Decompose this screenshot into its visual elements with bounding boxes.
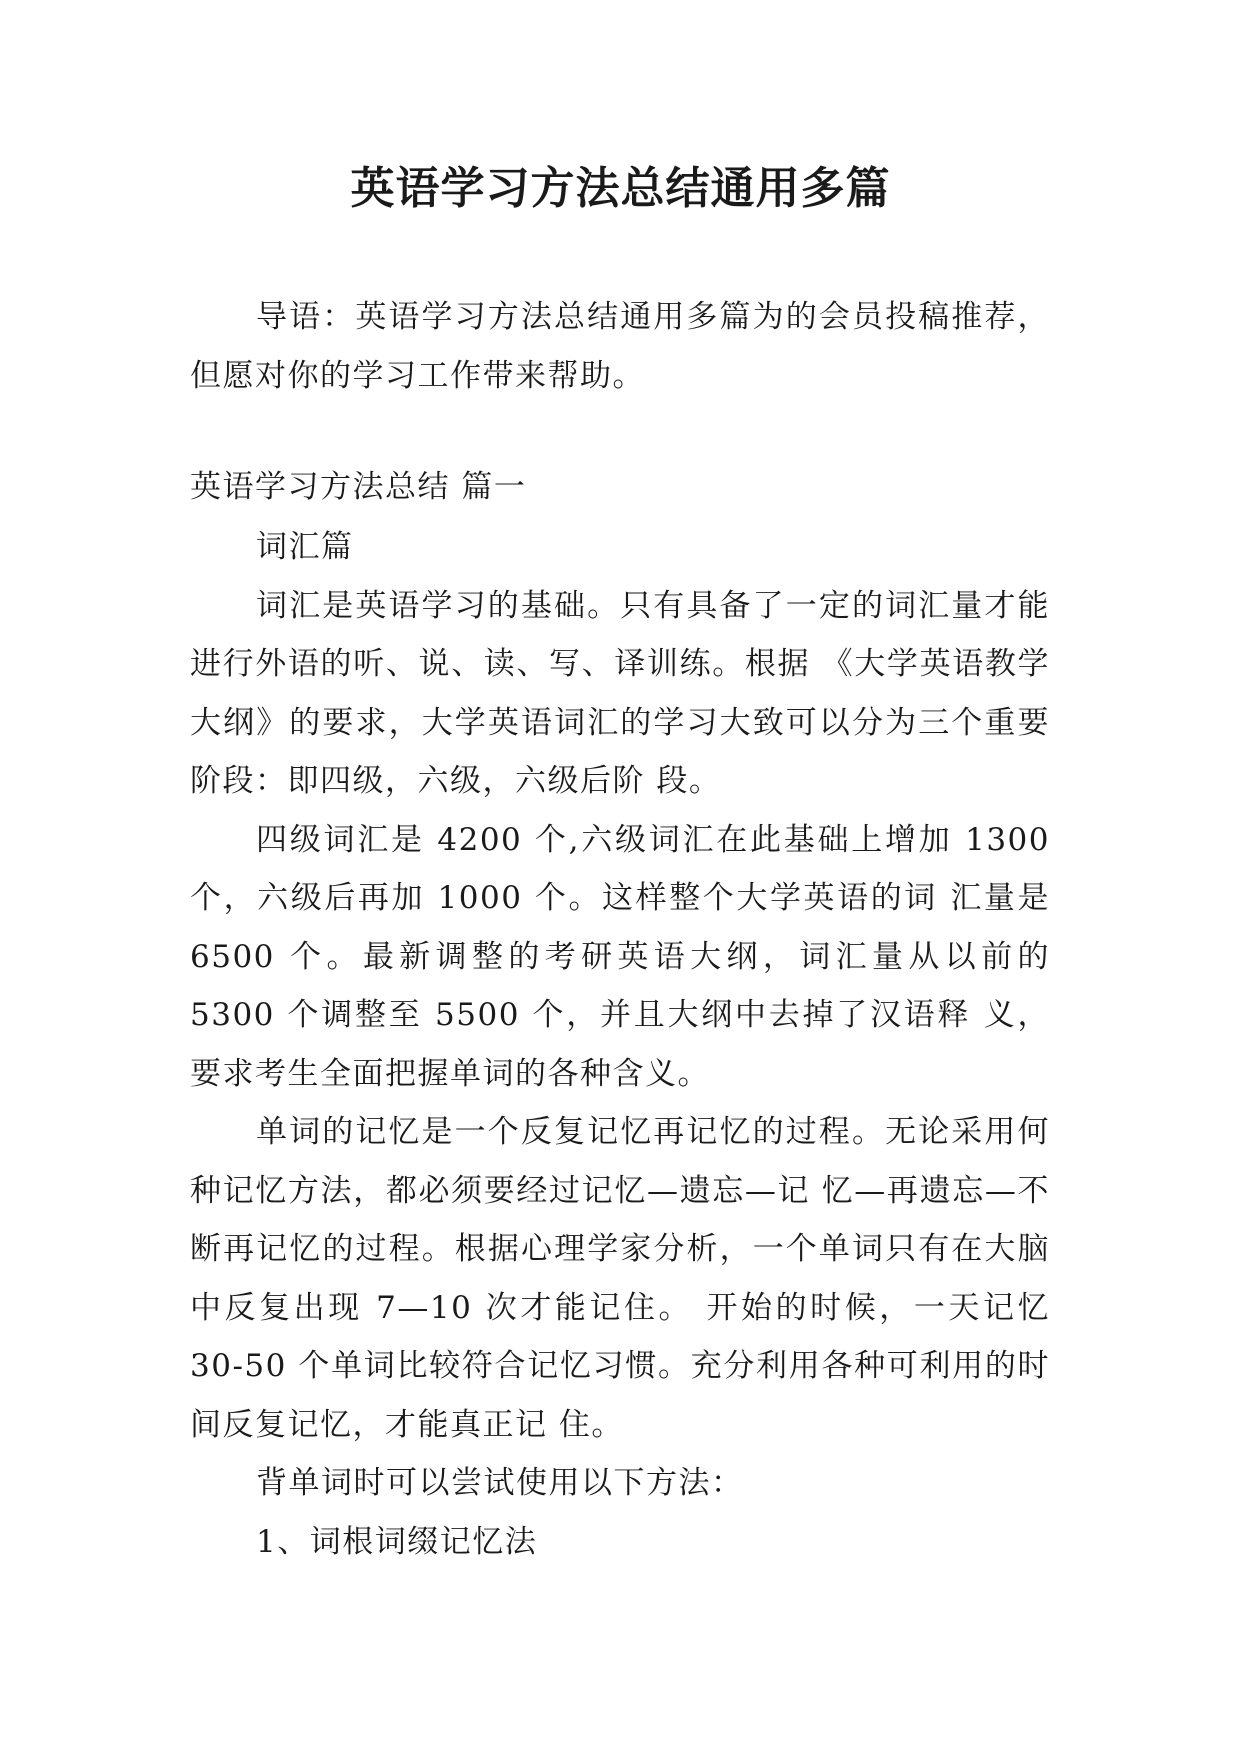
paragraph-vocab-basis: 词汇是英语学习的基础。只有具备了一定的词汇量才能进行外语的听、说、读、写、译训练。根据 《大学英语教学大纲》的要求，大学英语词汇的学习大致可以分为三个重要阶段：即四级，六级，六级后阶 段。	[190, 587, 1050, 799]
section-body	[190, 518, 1050, 1571]
paragraph-memory-process: 单词的记忆是一个反复记忆再记忆的过程。无论采用何种记忆方法，都必须要经过记忆—遗忘—记 忆—再遗忘—不断再记忆的过程。根据心理学家分析，一个单词只有在大脑中反复出现 7—10 次才能记住。 开始的时候，一天记忆 30-50 个单词比较符合记忆习惯。充分利用各种可利用的时间反复记忆，才能真正记 住。	[190, 1114, 1050, 1443]
section-heading: 英语学习方法总结 篇一	[190, 469, 527, 505]
paragraph-methods-intro: 背单词时可以尝试使用以下方法：	[256, 1465, 744, 1501]
document-title: 英语学习方法总结通用多篇	[350, 163, 891, 214]
paragraph-vocab-heading: 词汇篇	[256, 529, 354, 565]
intro-paragraph: 导语：英语学习方法总结通用多篇为的会员投稿推荐，但愿对你的学习工作带来帮助。	[190, 299, 1050, 394]
paragraph-vocab-counts: 四级词汇是 4200 个,六级词汇在此基础上增加 1300 个，六级后再加 1000 个。这样整个大学英语的词 汇量是 6500 个。最新调整的考研英语大纲，词汇量从以前的 5300 个调整至 5500 个，并且大纲中去掉了汉语释 义，要求考生全面把握单词的各种含义。	[190, 821, 1050, 1092]
paragraph-method-1: 1、词根词缀记忆法	[256, 1523, 538, 1560]
